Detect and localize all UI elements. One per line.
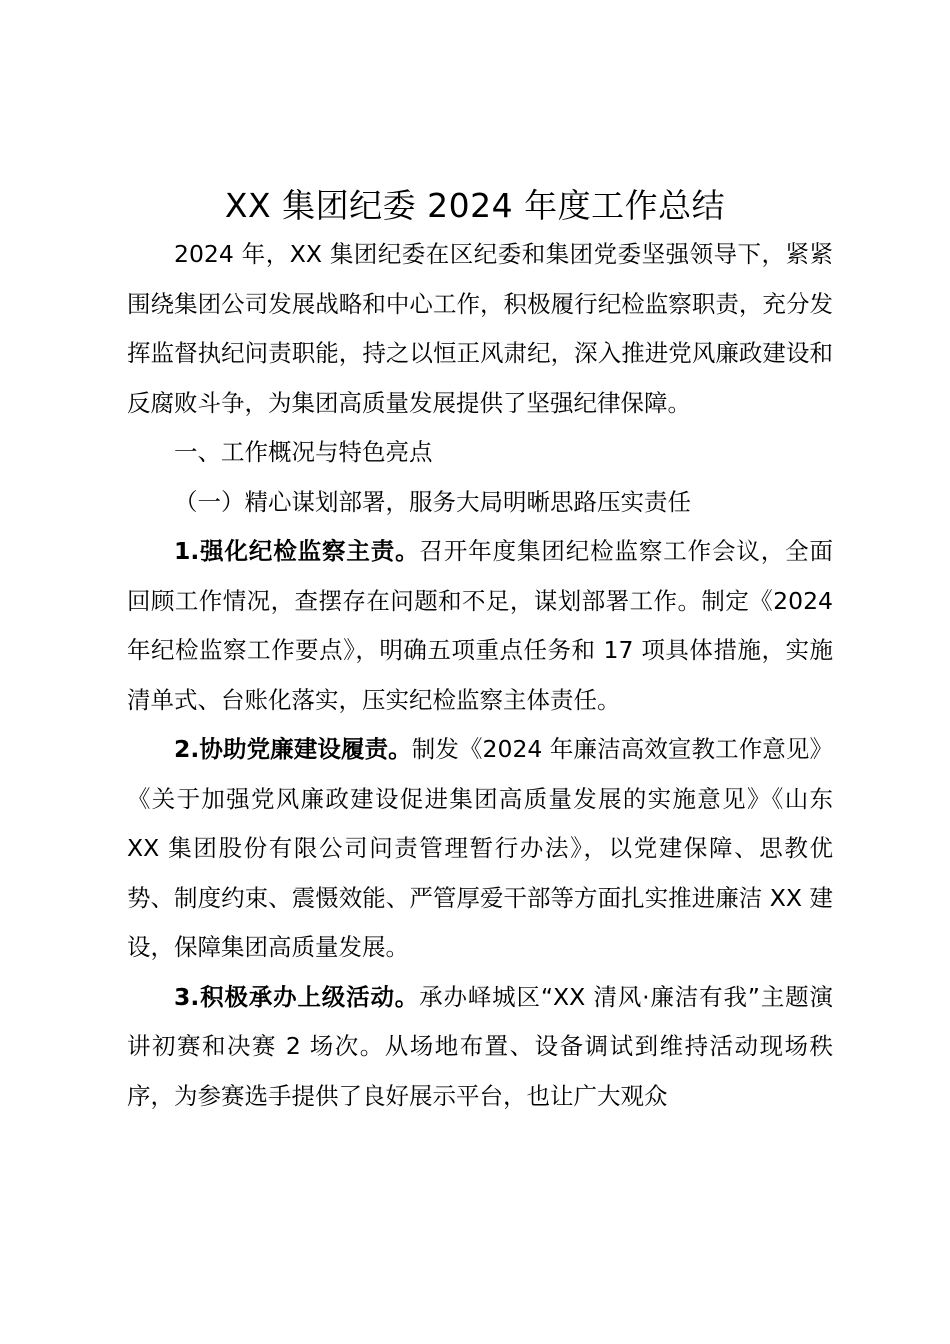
item-text: 召开年度集团纪检监察工作会议，全面回顾工作情况，查摆存在问题和不足，谋划部署工作。制定《2024 年纪检监察工作要点》，明确五项重点任务和 17 项具体措施，实施清单式、台账化落实，压实纪检监察主体责任。 [127, 537, 834, 714]
intro-paragraph: 2024 年，XX 集团纪委在区纪委和集团党委坚强领导下，紧紧围绕集团公司发展战略和中心工作，积极履行纪检监察职责，充分发挥监督执纪问责职能，持之以恒正风肃纪，深入推进党风廉政建设和反腐败斗争，为集团高质量发展提供了坚强纪律保障。 [127, 240, 833, 417]
item-lead: 3.积极承办上级活动。 [174, 982, 420, 1011]
item-paragraph [127, 527, 833, 725]
subsection-heading: （一）精心谋划部署，服务大局明晰思路压实责任 [174, 487, 691, 516]
item-lead: 2.协助党廉建设履责。 [174, 735, 412, 763]
item-paragraph [127, 973, 833, 1122]
document-title: XX 集团纪委 2024 年度工作总结 [224, 186, 726, 225]
document-body [127, 230, 833, 1121]
item-lead: 1.强化纪检监察主责。 [174, 537, 420, 565]
item-text: 制发《2024 年廉洁高效宣教工作意见》《关于加强党风廉政建设促进集团高质量发展的实施意见》《山东 XX 集团股份有限公司问责管理暂行办法》，以党建保障、思教优势、制度约束、震慑效能、严管厚爱干部等方面扎实推进廉洁 XX 建设，保障集团高质量发展。 [127, 735, 834, 961]
item-text: 承办峄城区“XX 清风·廉洁有我”主题演讲初赛和决赛 2 场次。从场地布置、设备调试到维持活动现场秩序，为参赛选手提供了良好展示平台，也让广大观众 [127, 982, 833, 1110]
item-paragraph [127, 725, 833, 973]
section-heading: 一、工作概况与特色亮点 [174, 438, 433, 466]
